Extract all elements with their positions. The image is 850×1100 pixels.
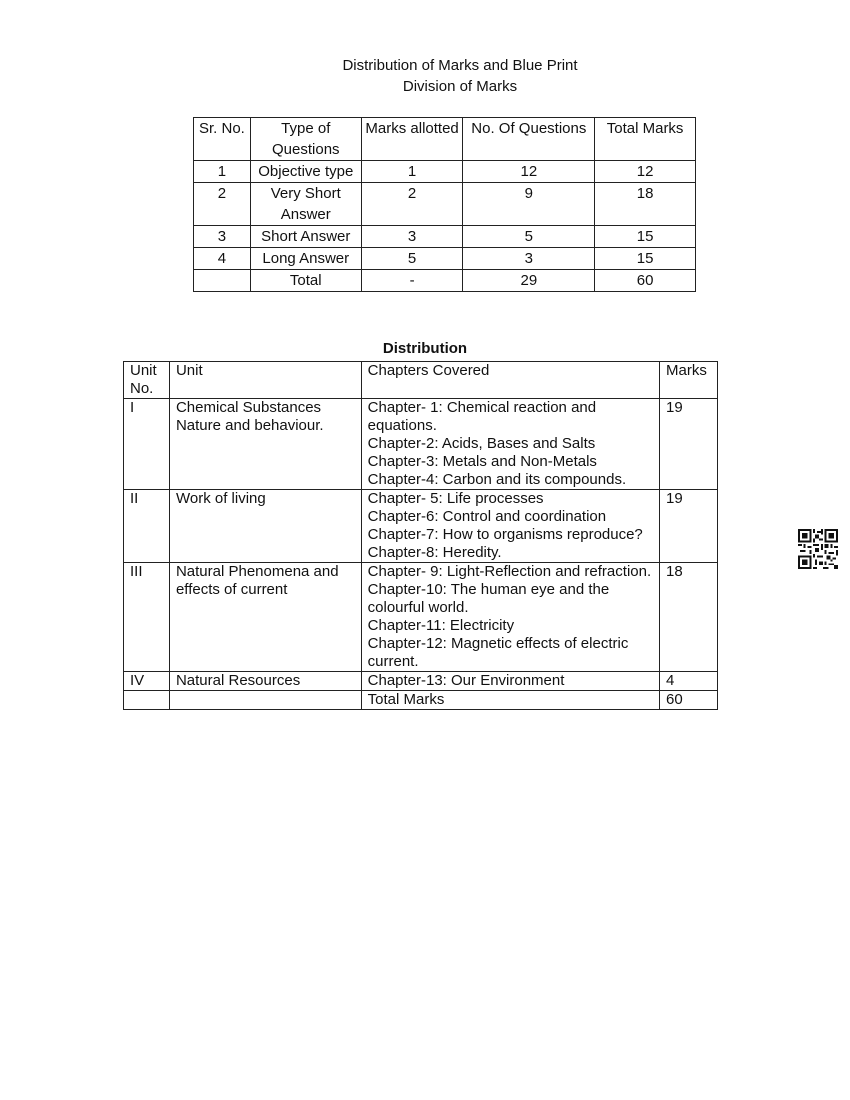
unit-no-cell: III bbox=[124, 563, 170, 672]
chapters-cell bbox=[361, 672, 659, 691]
table-cell: 3 bbox=[194, 226, 251, 248]
chapter-line: Chapter- 1: Chemical reaction and equations. bbox=[367, 399, 597, 434]
total-row bbox=[194, 270, 696, 292]
chapter-line: Chapter-10: The human eye and the colourful world. bbox=[367, 581, 610, 616]
chapter-line: Chapter-12: Magnetic effects of electric current. bbox=[367, 635, 629, 670]
page-subtitle: Division of Marks bbox=[402, 78, 518, 95]
total-row bbox=[124, 691, 718, 710]
chapter-line: Chapter-11: Electricity bbox=[367, 617, 515, 634]
table-row bbox=[124, 399, 718, 490]
table-row bbox=[124, 672, 718, 691]
header-total-marks: Total Marks bbox=[595, 118, 696, 161]
chapter-line: Chapter-6: Control and coordination bbox=[367, 508, 607, 525]
unit-no-cell bbox=[124, 691, 170, 710]
marks-cell: 4 bbox=[660, 672, 718, 691]
table-cell: Total bbox=[250, 270, 361, 292]
unit-cell: Work of living bbox=[169, 490, 361, 563]
unit-cell: Natural Resources bbox=[169, 672, 361, 691]
table-cell: 3 bbox=[361, 226, 463, 248]
chapter-line: Chapter-8: Heredity. bbox=[367, 544, 502, 561]
header-unit: Unit bbox=[169, 362, 361, 399]
chapters-cell bbox=[361, 691, 659, 710]
unit-cell bbox=[169, 691, 361, 710]
marks-cell: 19 bbox=[660, 490, 718, 563]
table-cell: 12 bbox=[595, 161, 696, 183]
distribution-heading: Distribution bbox=[382, 340, 468, 357]
marks-cell: 19 bbox=[660, 399, 718, 490]
table-cell: 60 bbox=[595, 270, 696, 292]
marks-cell: 18 bbox=[660, 563, 718, 672]
table-cell: 5 bbox=[463, 226, 595, 248]
table-cell: 15 bbox=[595, 226, 696, 248]
table-cell: Objective type bbox=[250, 161, 361, 183]
qr-code-icon bbox=[798, 529, 838, 569]
table-cell: 3 bbox=[463, 248, 595, 270]
table-cell bbox=[194, 270, 251, 292]
table-row bbox=[124, 490, 718, 563]
header-sr-no: Sr. No. bbox=[194, 118, 251, 161]
chapter-line: Chapter-7: How to organisms reproduce? bbox=[367, 526, 643, 543]
unit-cell: Natural Phenomena and effects of current bbox=[169, 563, 361, 672]
page-title: Distribution of Marks and Blue Print bbox=[342, 57, 578, 74]
table-cell: - bbox=[361, 270, 463, 292]
table-cell: Long Answer bbox=[250, 248, 361, 270]
table-row bbox=[124, 563, 718, 672]
table-row bbox=[194, 226, 696, 248]
header-marks: Marks bbox=[660, 362, 718, 399]
unit-no-cell: II bbox=[124, 490, 170, 563]
distribution-table bbox=[123, 361, 718, 710]
chapter-line: Chapter- 5: Life processes bbox=[367, 490, 544, 507]
table-cell: 18 bbox=[595, 183, 696, 226]
chapters-cell bbox=[361, 563, 659, 672]
table-cell: 12 bbox=[463, 161, 595, 183]
table-cell: 5 bbox=[361, 248, 463, 270]
chapter-line: Chapter-4: Carbon and its compounds. bbox=[367, 471, 627, 488]
unit-no-cell: I bbox=[124, 399, 170, 490]
header-chapters-covered: Chapters Covered bbox=[361, 362, 659, 399]
table-cell: 4 bbox=[194, 248, 251, 270]
table-cell: 2 bbox=[361, 183, 463, 226]
table-cell: 29 bbox=[463, 270, 595, 292]
distribution-header-row bbox=[124, 362, 718, 399]
chapter-line: Chapter- 9: Light-Reflection and refraction. bbox=[367, 563, 652, 580]
marks-table-header-row bbox=[194, 118, 696, 161]
chapters-cell bbox=[361, 490, 659, 563]
unit-no-cell: IV bbox=[124, 672, 170, 691]
table-row bbox=[194, 248, 696, 270]
chapters-cell bbox=[361, 399, 659, 490]
table-cell: 1 bbox=[361, 161, 463, 183]
unit-cell: Chemical Substances Nature and behaviour. bbox=[169, 399, 361, 490]
table-row bbox=[194, 161, 696, 183]
table-cell: 9 bbox=[463, 183, 595, 226]
table-cell: Short Answer bbox=[250, 226, 361, 248]
marks-cell: 60 bbox=[660, 691, 718, 710]
chapter-line: Chapter-3: Metals and Non-Metals bbox=[367, 453, 597, 470]
header-no-of-questions: No. Of Questions bbox=[463, 118, 595, 161]
table-row bbox=[194, 183, 696, 226]
table-cell: 1 bbox=[194, 161, 251, 183]
total-marks-label: Total Marks bbox=[367, 691, 445, 708]
header-type-of-questions: Type of Questions bbox=[250, 118, 361, 161]
chapter-line: Chapter-2: Acids, Bases and Salts bbox=[367, 435, 596, 452]
marks-division-table bbox=[193, 117, 696, 292]
chapter-line: Chapter-13: Our Environment bbox=[367, 672, 565, 689]
table-cell: 2 bbox=[194, 183, 251, 226]
table-cell: 15 bbox=[595, 248, 696, 270]
header-marks-allotted: Marks allotted bbox=[361, 118, 463, 161]
header-unit-no: Unit No. bbox=[124, 362, 170, 399]
table-cell: Very Short Answer bbox=[250, 183, 361, 226]
